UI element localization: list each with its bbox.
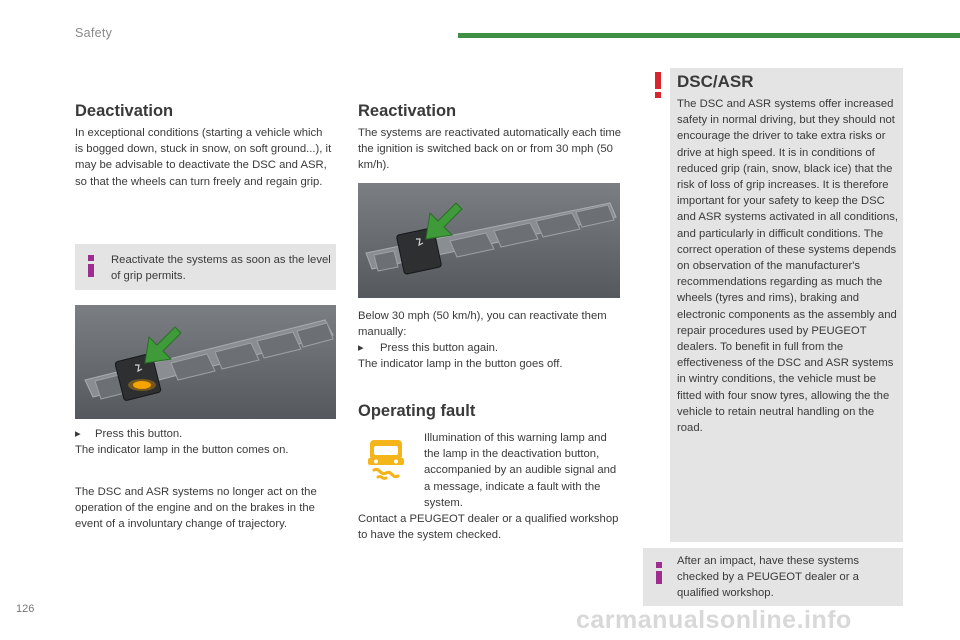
dashboard-switch-panel bbox=[75, 305, 336, 419]
deactivation-button-photo bbox=[75, 305, 336, 419]
reactivation-intro: The systems are reactivated automatically each time the ignition is switched back on or from 30 mph (50 km/h). bbox=[358, 127, 622, 172]
info-icon bbox=[88, 255, 94, 277]
warning-exclamation-icon bbox=[652, 72, 664, 98]
watermark: carmanualsonline.info bbox=[576, 606, 852, 634]
impact-info-note bbox=[643, 548, 903, 606]
deactivation-heading: Deactivation bbox=[75, 102, 174, 120]
grip-info-note bbox=[75, 244, 336, 290]
skid-warning-icon bbox=[366, 438, 406, 480]
deactivation-result: The indicator lamp in the button comes on. bbox=[75, 444, 289, 456]
step-bullet-icon: ▸ bbox=[358, 342, 364, 354]
deactivation-step: ▸ Press this button. bbox=[75, 426, 340, 442]
operating-fault-contact: Contact a PEUGEOT dealer or a qualified workshop to have the system checked. bbox=[358, 513, 619, 542]
deactivation-intro: In exceptional conditions (starting a vehicle which is bogged down, stuck in snow, on soft ground...), it may be advisable to deactivate the DSC and ASR, so that the wheels can turn freely and regain grip. bbox=[75, 127, 332, 188]
reactivation-result: The indicator lamp in the button goes off. bbox=[358, 358, 563, 370]
reactivation-manual: Below 30 mph (50 km/h), you can reactivate them manually: bbox=[358, 310, 607, 339]
section-label: Safety bbox=[75, 26, 113, 40]
grip-info-text: Reactivate the systems as soon as the level of grip permits. bbox=[111, 254, 331, 283]
reactivation-step: ▸ Press this button again. bbox=[358, 340, 620, 356]
reactivation-heading: Reactivation bbox=[358, 102, 457, 120]
dashboard-switch-panel bbox=[358, 183, 620, 298]
reactivation-button-photo bbox=[358, 183, 620, 298]
section-color-bar bbox=[458, 33, 960, 38]
impact-info-text: After an impact, have these systems checked by a PEUGEOT dealer or a qualified workshop. bbox=[677, 555, 860, 600]
dsc-asr-heading: DSC/ASR bbox=[677, 72, 754, 91]
step-bullet-icon: ▸ bbox=[75, 428, 81, 440]
operating-fault-warning: Illumination of this warning lamp and the lamp in the deactivation button, accompanied by an audible signal and a message, indicate a fault with the system. bbox=[424, 432, 617, 509]
operating-fault-heading: Operating fault bbox=[358, 402, 476, 420]
deactivation-outcome: The DSC and ASR systems no longer act on the operation of the engine and on the brakes in the event of a involuntary change of trajectory. bbox=[75, 486, 317, 531]
dsc-asr-body: The DSC and ASR systems offer increased safety in normal driving, but they should not encourage the driver to take extra risks or drive at high speed. It is in conditions of reduced grip (rain, snow, black ice) that the risk of loss of grip increases. It is therefore important for your safety to keep the DSC and ASR systems activated in all conditions, and particularly in difficult conditions. The correct operation of these systems depends on observation of the manufacturer's recommendations regarding as much the wheels (tyres and rims), braking and electronic components as the assembly and repair procedures used by PEUGEOT dealers. To benefit in full from the effectiveness of the DSC and ASR systems in wintry conditions, the vehicle must be fitted with four snow tyres, allowing the the vehicle to retain neutral handling on the road. bbox=[677, 98, 899, 435]
info-icon bbox=[656, 562, 662, 584]
page-number: 126 bbox=[16, 603, 35, 615]
